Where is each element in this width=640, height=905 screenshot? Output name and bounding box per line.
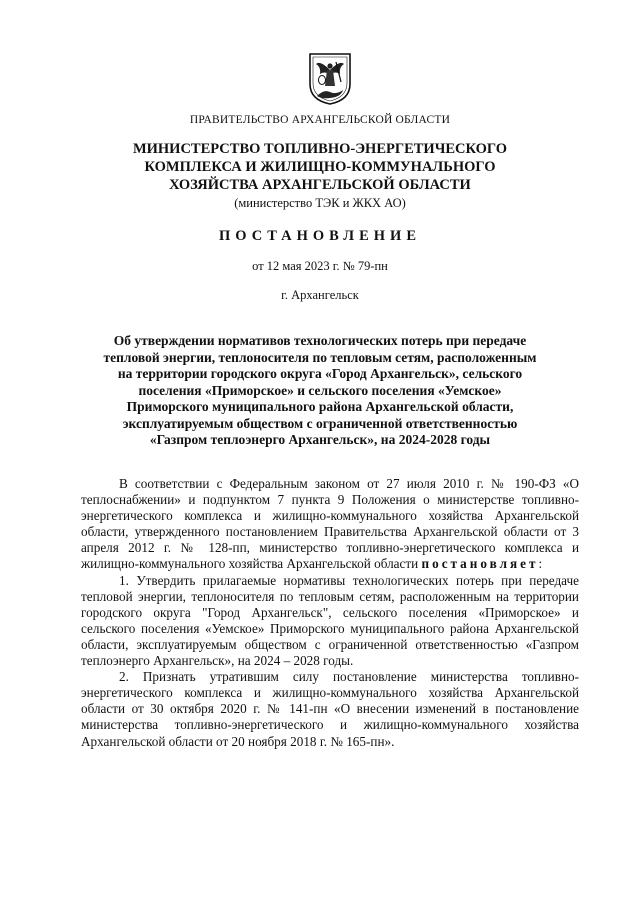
document-body — [81, 476, 579, 750]
arkhangelsk-coat-of-arms-icon — [308, 52, 352, 106]
ministry-short-name: (министерство ТЭК и ЖКХ АО) — [234, 196, 406, 210]
ministry-line: КОМПЛЕКСА И ЖИЛИЩНО-КОММУНАЛЬНОГО — [144, 159, 496, 175]
ministry-name — [0, 140, 640, 194]
item-2-paragraph: 2. Признать утратившим силу постановление министерства топливно-энергетического комплекса и жилищно-коммунального хозяйства Архангельской области от 30 октября 2020 г. № 141-пн «О внесении изменений в постановление министерства топливно-энергетического и жилищно-коммунального хозяйства Архангельской области от 20 ноября 2018 г. № 165-пн». — [81, 669, 579, 749]
document-city: г. Архангельск — [281, 288, 359, 302]
ministry-line: ХОЗЯЙСТВА АРХАНГЕЛЬСКОЙ ОБЛАСТИ — [169, 177, 471, 193]
document-type: ПОСТАНОВЛЕНИЕ — [218, 228, 421, 244]
item-1-paragraph: 1. Утвердить прилагаемые нормативы технологических потерь при передаче тепловой энергии, теплоносителя по тепловым сетям, расположенным на территории городского округа "Город Архангельск", сельского поселения «Приморское» и сельского поселения «Уемское» Приморского муниципального района Архангельской области, эксплуатируемым обществом с ограниченной ответственностью «Газпром теплоэнерго Архангельск», на 2024 – 2028 годы. — [81, 572, 579, 669]
document-date-number: от 12 мая 2023 г. № 79-пн — [252, 259, 388, 273]
preamble-text: В соответствии с Федеральным законом от 27 июля 2010 г. № 190-ФЗ «О теплоснабжении» и подпунктом 7 пункта 9 Положения о министерстве топливно-энергетического комплекса и жилищно-коммунального хозяйства Архангельской области, утвержденного постановлением Правительства Архангельской области от 3 апреля 2012 г. № 128-пп, министерство топливно-энергетического комплекса и жилищно-коммунального хозяйства Архангельской области — [81, 476, 579, 572]
preamble-paragraph — [81, 476, 579, 573]
resolves-keyword: постановляет — [421, 556, 539, 572]
ministry-line: МИНИСТЕРСТВО ТОПЛИВНО-ЭНЕРГЕТИЧЕСКОГО — [132, 141, 508, 157]
resolves-colon: : — [538, 556, 543, 572]
government-name: ПРАВИТЕЛЬСТВО АРХАНГЕЛЬСКОЙ ОБЛАСТИ — [189, 114, 451, 126]
document-title: Об утверждении нормативов технологических потерь при передаче тепловой энергии, теплоносителя по тепловым сетям, расположенным на территории городского округа «Город Архангельск», сельского поселения «Приморское» и сельского поселения «Уемское» Приморского муниципального района Архангельской области, эксплуатируемым обществом с ограниченной ответственностью «Газпром теплоэнерго Архангельск», на 2024-2028 годы — [103, 333, 537, 447]
